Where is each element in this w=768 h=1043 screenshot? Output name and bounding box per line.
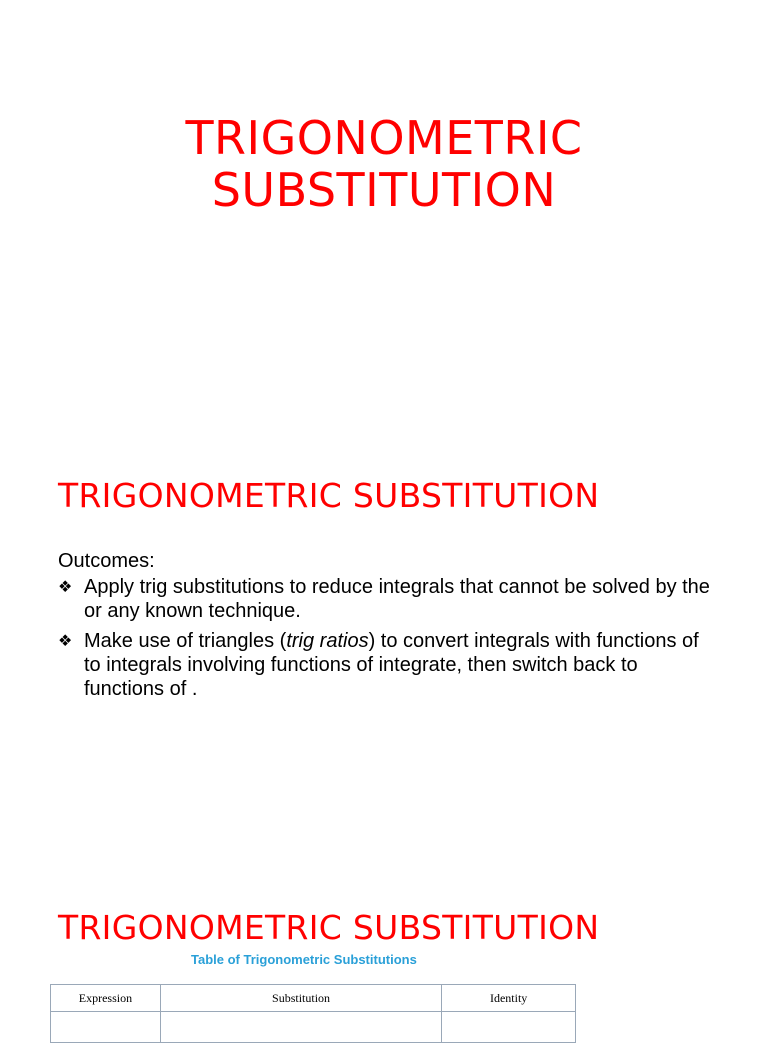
diamond-bullet-icon: ❖ (58, 577, 73, 596)
slide-title-line-1: TRIGONOMETRIC (185, 111, 583, 165)
table-cell (51, 1012, 161, 1043)
outcome-bullet-2-text-end: ) to convert integrals with functions of to integrals involving functions of integrate, then switch back to functions of . (84, 630, 699, 700)
slide-title (0, 112, 768, 216)
outcome-bullet-1 (58, 575, 718, 623)
column-header-identity: Identity (442, 985, 576, 1012)
table-cell (160, 1012, 441, 1043)
substitution-table (50, 984, 576, 1043)
section-heading-outcomes: TRIGONOMETRIC SUBSTITUTION (58, 476, 600, 515)
outcome-bullet-2-italic: trig ratios (286, 630, 369, 652)
outcome-bullet-1-text: Apply trig substitutions to reduce integrals that cannot be solved by the or any known technique. (84, 576, 710, 622)
table-cell (442, 1012, 576, 1043)
outcome-bullet-2-text-start: Make use of triangles ( (84, 630, 287, 652)
diamond-bullet-icon: ❖ (58, 631, 73, 650)
table-header-row (51, 985, 576, 1012)
outcome-bullet-2-text (73, 629, 718, 701)
outcomes-label: Outcomes: (58, 550, 155, 572)
outcome-bullet-2 (58, 629, 718, 701)
column-header-expression: Expression (51, 985, 161, 1012)
table-caption: Table of Trigonometric Substitutions (191, 952, 417, 967)
section-heading-table: TRIGONOMETRIC SUBSTITUTION (58, 908, 600, 947)
outcomes-block (58, 549, 718, 707)
slide-title-line-2: SUBSTITUTION (211, 163, 557, 217)
table-row (51, 1012, 576, 1043)
column-header-substitution: Substitution (160, 985, 441, 1012)
